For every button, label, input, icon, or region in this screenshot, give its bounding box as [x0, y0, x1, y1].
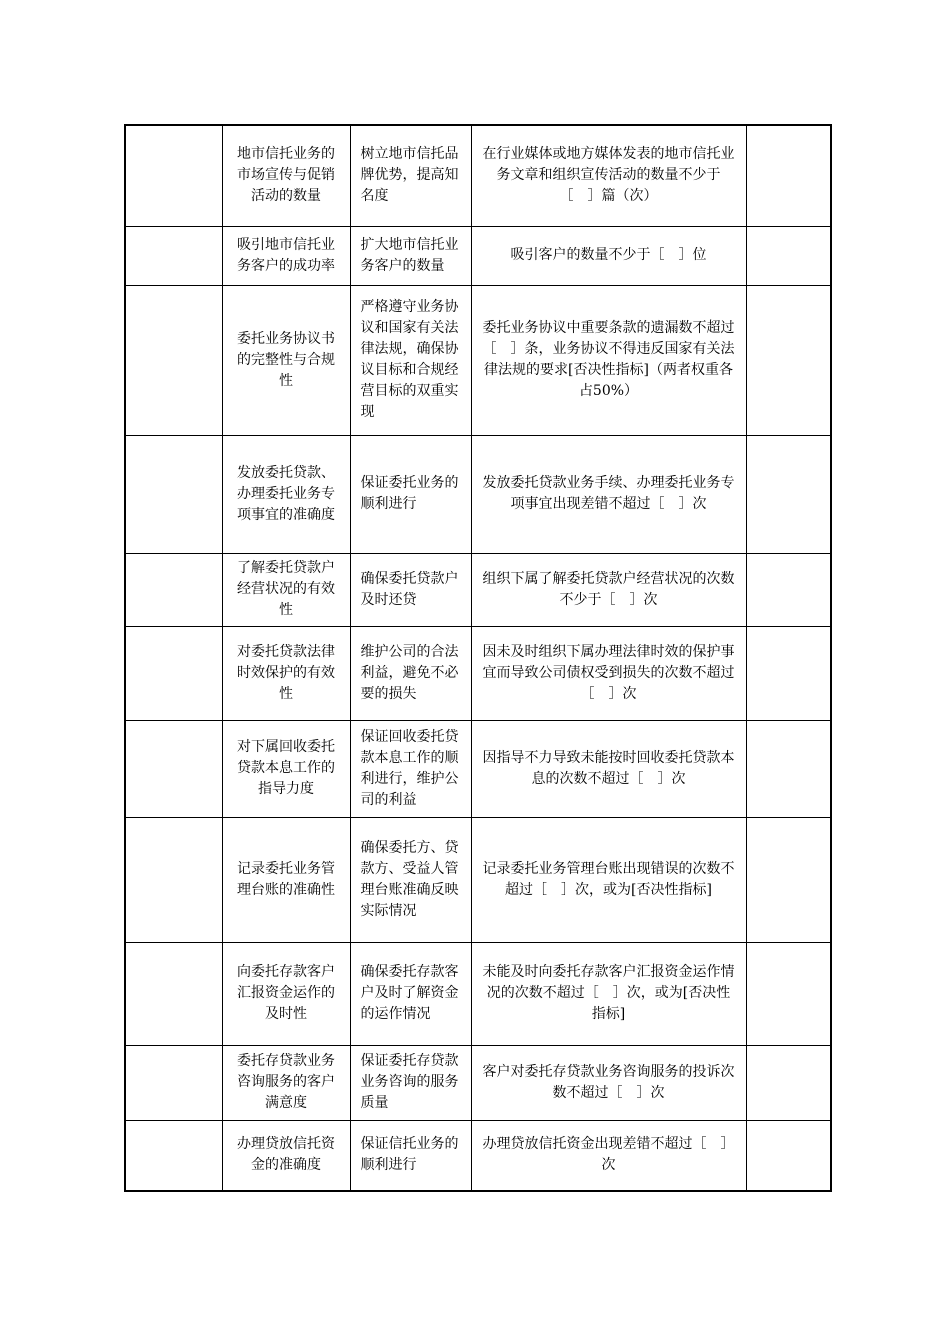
- table-row: [125, 942, 831, 1045]
- kpi-table: [124, 124, 832, 1192]
- indicator-cell: 地市信托业务的市场宣传与促销活动的数量: [222, 125, 350, 226]
- indicator-cell: 记录委托业务管理台账的准确性: [222, 817, 350, 942]
- weight-cell: [746, 285, 831, 435]
- indicator-cell: 委托存贷款业务咨询服务的客户满意度: [222, 1045, 350, 1120]
- objective-cell: 保证信托业务的顺利进行: [350, 1120, 471, 1191]
- standard-cell: 未能及时向委托存款客户汇报资金运作情况的次数不超过［ ］次，或为[否决性指标]: [471, 942, 746, 1045]
- row-category-cell: [125, 125, 222, 226]
- indicator-cell: 对委托贷款法律时效保护的有效性: [222, 626, 350, 720]
- weight-cell: [746, 125, 831, 226]
- indicator-cell: 办理贷放信托资金的准确度: [222, 1120, 350, 1191]
- row-category-cell: [125, 1045, 222, 1120]
- weight-cell: [746, 817, 831, 942]
- table-row: [125, 1045, 831, 1120]
- indicator-cell: 了解委托贷款户经营状况的有效性: [222, 553, 350, 626]
- weight-cell: [746, 1045, 831, 1120]
- objective-cell: 确保委托方、贷款方、受益人管理台账准确反映实际情况: [350, 817, 471, 942]
- objective-cell: 严格遵守业务协议和国家有关法律法规，确保协议目标和合规经营目标的双重实现: [350, 285, 471, 435]
- weight-cell: [746, 553, 831, 626]
- indicator-cell: 委托业务协议书的完整性与合规性: [222, 285, 350, 435]
- standard-cell: 因指导不力导致未能按时回收委托贷款本息的次数不超过［ ］次: [471, 720, 746, 817]
- row-category-cell: [125, 720, 222, 817]
- objective-cell: 确保委托存款客户及时了解资金的运作情况: [350, 942, 471, 1045]
- objective-cell: 树立地市信托品牌优势，提高知名度: [350, 125, 471, 226]
- objective-cell: 扩大地市信托业务客户的数量: [350, 226, 471, 285]
- standard-cell: 组织下属了解委托贷款户经营状况的次数不少于［ ］次: [471, 553, 746, 626]
- indicator-cell: 吸引地市信托业务客户的成功率: [222, 226, 350, 285]
- table-row: [125, 226, 831, 285]
- standard-cell: 办理贷放信托资金出现差错不超过［ ］次: [471, 1120, 746, 1191]
- standard-cell: 吸引客户的数量不少于［ ］位: [471, 226, 746, 285]
- standard-cell: 记录委托业务管理台账出现错误的次数不超过［ ］次，或为[否决性指标]: [471, 817, 746, 942]
- row-category-cell: [125, 435, 222, 553]
- table-row: [125, 435, 831, 553]
- row-category-cell: [125, 1120, 222, 1191]
- standard-cell: 因未及时组织下属办理法律时效的保护事宜而导致公司债权受到损失的次数不超过［ ］次: [471, 626, 746, 720]
- row-category-cell: [125, 942, 222, 1045]
- standard-cell: 在行业媒体或地方媒体发表的地市信托业务文章和组织宣传活动的数量不少于［ ］篇（次）: [471, 125, 746, 226]
- weight-cell: [746, 626, 831, 720]
- indicator-cell: 发放委托贷款、办理委托业务专项事宜的准确度: [222, 435, 350, 553]
- objective-cell: 保证委托业务的顺利进行: [350, 435, 471, 553]
- weight-cell: [746, 226, 831, 285]
- indicator-cell: 向委托存款客户汇报资金运作的及时性: [222, 942, 350, 1045]
- indicator-cell: 对下属回收委托贷款本息工作的指导力度: [222, 720, 350, 817]
- table-row: [125, 285, 831, 435]
- weight-cell: [746, 1120, 831, 1191]
- table-row: [125, 817, 831, 942]
- standard-cell: 客户对委托存贷款业务咨询服务的投诉次数不超过［ ］次: [471, 1045, 746, 1120]
- standard-cell: 委托业务协议中重要条款的遗漏数不超过［ ］条，业务协议不得违反国家有关法律法规的要求[否决性指标]（两者权重各占50%）: [471, 285, 746, 435]
- weight-cell: [746, 942, 831, 1045]
- objective-cell: 确保委托贷款户及时还贷: [350, 553, 471, 626]
- table-row: [125, 720, 831, 817]
- table-row: [125, 553, 831, 626]
- table-row: [125, 1120, 831, 1191]
- objective-cell: 保证回收委托贷款本息工作的顺利进行，维护公司的利益: [350, 720, 471, 817]
- row-category-cell: [125, 817, 222, 942]
- row-category-cell: [125, 285, 222, 435]
- row-category-cell: [125, 553, 222, 626]
- objective-cell: 保证委托存贷款业务咨询的服务质量: [350, 1045, 471, 1120]
- weight-cell: [746, 435, 831, 553]
- table-row: [125, 125, 831, 226]
- standard-cell: 发放委托贷款业务手续、办理委托业务专项事宜出现差错不超过［ ］次: [471, 435, 746, 553]
- row-category-cell: [125, 226, 222, 285]
- weight-cell: [746, 720, 831, 817]
- objective-cell: 维护公司的合法利益，避免不必要的损失: [350, 626, 471, 720]
- row-category-cell: [125, 626, 222, 720]
- table-row: [125, 626, 831, 720]
